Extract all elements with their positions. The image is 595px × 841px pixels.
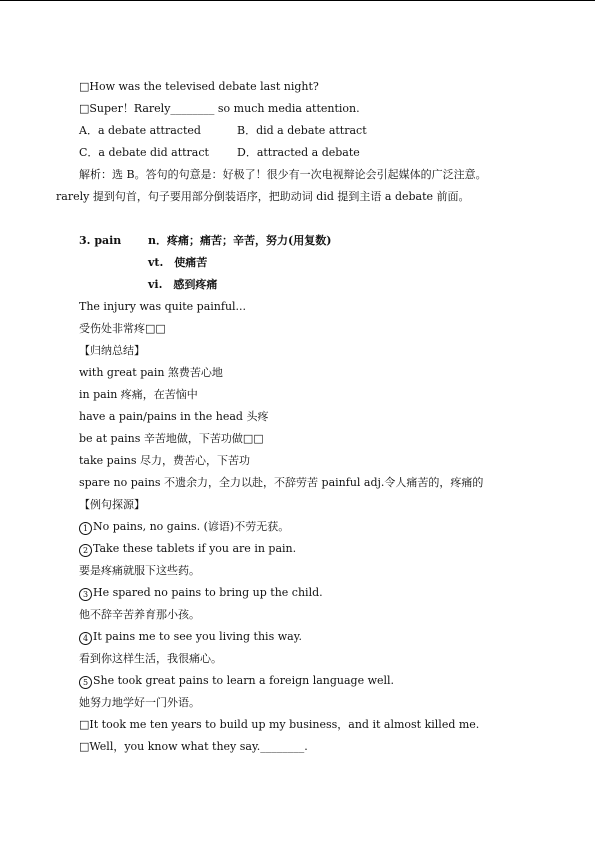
- example-en: He spared no pains to bring up the child.: [93, 586, 323, 599]
- summary-item: in pain 疼痛，在苦恼中: [79, 388, 198, 401]
- summary-item: have a pain/pains in the head 头疼: [79, 410, 269, 423]
- entry-example-zh: 受伤处非常疼□□: [79, 322, 166, 335]
- example-sentence-1: [79, 520, 289, 535]
- entry-example-en: The injury was quite painful...: [79, 300, 247, 313]
- example-sentence-2: [79, 542, 296, 557]
- q1-option-a: A．a debate attracted: [79, 124, 201, 137]
- summary-item: with great pain 煞费苦心地: [79, 366, 223, 379]
- summary-item: be at pains 辛苦地做，下苦功做□□: [79, 432, 264, 445]
- q1-analysis-line-2: rarely 提到句首，句子要用部分倒装语序，把助动词 did 提到主语 a debate 前面。: [56, 190, 470, 203]
- circled-number: 3: [79, 588, 92, 601]
- q1-stem-2: □Super！Rarely________ so much media attention.: [79, 102, 360, 115]
- q1-option-c: C．a debate did attract: [79, 146, 209, 159]
- example-zh: 他不辞辛苦养育那小孩。: [79, 608, 200, 621]
- summary-heading: 【归纳总结】: [79, 344, 145, 357]
- example-sentence-3: [79, 586, 323, 601]
- q2-stem-1: □It took me ten years to build up my business，and it almost killed me.: [79, 718, 480, 731]
- circled-number: 5: [79, 676, 92, 689]
- q2-stem-2: □Well，you know what they say.________.: [79, 740, 308, 753]
- q1-stem-1: □How was the televised debate last night?: [79, 80, 319, 93]
- q1-analysis-line-1: 解析：选 B。答句的句意是：好极了！很少有一次电视辩论会引起媒体的广泛注意。: [79, 168, 487, 181]
- top-rule: [0, 0, 595, 1]
- circled-number: 2: [79, 544, 92, 557]
- entry-sense-vi: vi. 感到疼痛: [148, 278, 218, 291]
- entry-sense-vt: vt. 使痛苦: [148, 256, 208, 269]
- example-en: It pains me to see you living this way.: [93, 630, 302, 643]
- entry-headword: 3. pain: [79, 234, 122, 247]
- examples-heading: 【例句探源】: [79, 498, 145, 511]
- example-zh: 看到你这样生活，我很痛心。: [79, 652, 222, 665]
- example-zh: 她努力地学好一门外语。: [79, 696, 200, 709]
- example-en: Take these tablets if you are in pain.: [93, 542, 297, 555]
- q1-option-b: B．did a debate attract: [237, 124, 367, 137]
- summary-item: take pains 尽力，费苦心，下苦功: [79, 454, 250, 467]
- example-en: No pains, no gains. (谚语)不劳无获。: [93, 520, 290, 533]
- circled-number: 4: [79, 632, 92, 645]
- example-zh: 要是疼痛就服下这些药。: [79, 564, 200, 577]
- entry-sense-noun: n．疼痛；痛苦；辛苦，努力(用复数): [148, 234, 332, 247]
- example-sentence-4: [79, 630, 302, 645]
- summary-item: spare no pains 不遗余力，全力以赴，不辞劳苦 painful adj.令人痛苦的，疼痛的: [79, 476, 484, 489]
- example-sentence-5: [79, 674, 394, 689]
- circled-number: 1: [79, 522, 92, 535]
- example-en: She took great pains to learn a foreign language well.: [93, 674, 395, 687]
- q1-option-d: D．attracted a debate: [237, 146, 360, 159]
